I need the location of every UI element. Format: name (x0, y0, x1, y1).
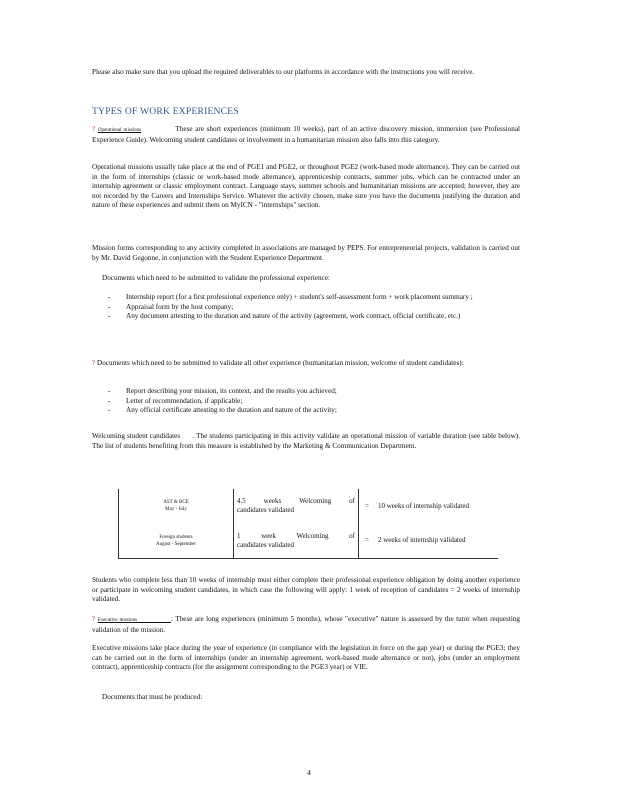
executive-label: Executive missions (97, 618, 138, 623)
bullet-marker: ? (92, 125, 96, 133)
docs-list (108, 293, 520, 322)
table-cell-event (119, 523, 234, 559)
duration-word: weeks (263, 497, 282, 505)
bullet-marker: ? (92, 359, 96, 367)
operational-label: Operational missions (97, 128, 142, 133)
other-docs-title-text: Documents which need to be submitted to validate all other experience (humanitarian mission, welcome of student candidates): (97, 359, 464, 367)
other-docs-title (92, 359, 520, 369)
operational-paragraph: Operational missions usually take place at the end of PGE1 and PGE2, or throughout PGE2 (work-based mode alternance). They can be carried out in the form of internships (classic or work-based mode alternance), apprenticeship contracts, summer jobs, which can be contracted under an internship agreement or classic employment contract. Language stays, summer schools and humanitarian missions are accepted; however, they are not recorded by the Careers and Internships Service. Whatever the activity chosen, make sure you have the documents justifying the duration and nature of these experiences and submit them on MyICN - "internships" section. (92, 163, 520, 210)
table-cell-eq: = (359, 489, 376, 523)
list-item: - Letter of recommendation, if applicable; (108, 397, 520, 407)
executive-lead: : These are long experiences (minimum 5 months), whose "executive" nature is assessed by the tutor when requesting validation of the mission. (92, 615, 521, 634)
executive-paragraph: Executive missions take place during the year of experience (in compliance with the legislation in force on the gap year) or during the PGE3; they can be carried out in the form of internships (under an internship agreement, work-based mode alternance or not), jobs (under an employment contract), apprenticeship contracts (for the assignment corresponding to the PGE3 year) or VIE. (92, 644, 520, 672)
table-cell-duration (234, 523, 359, 559)
welcoming-label: Welcoming student candidates (92, 432, 181, 440)
duration-word: of (349, 531, 355, 540)
table-cell-result: 10 weeks of internship validated (378, 501, 469, 510)
duration-line: candidates validated (237, 506, 294, 514)
section-heading: TYPES OF WORK EXPERIENCES (92, 106, 239, 117)
other-docs-list (108, 387, 520, 416)
table-cell-duration (234, 489, 359, 523)
operational-intro (92, 125, 520, 145)
docs-title: Documents which need to be submitted to validate the professional experience: (102, 274, 330, 282)
list-item: - Internship report (for a first professional experience only) + student's self-assessment form + work placement summary ; (108, 293, 520, 303)
mission-forms-paragraph: Mission forms corresponding to any activity completed in associations are managed by PEPS. For entrepreneurial projects, validation is carried out by Mr. David Gegonne, in conjunction with the Student Experience Department. (92, 244, 520, 262)
duration-word: 4.5 (237, 497, 246, 505)
table-cell-result: 2 weeks of internship validated (375, 523, 498, 559)
bullet-marker: ? (92, 615, 96, 623)
after-table-paragraph: Students who complete less than 10 weeks of internship must either complete their professional experience obligation by doing another experience or participate in welcoming student candidates, in which case the following will apply: 1 week of reception of candidates = 2 weeks of internship validated. (92, 576, 520, 604)
duration-word: Welcoming (299, 497, 332, 505)
duration-word: of (349, 497, 355, 505)
list-item: - Any official certificate attesting to the duration and nature of the activity; (108, 406, 520, 416)
table-cell-event (119, 489, 234, 523)
table-row (119, 523, 499, 559)
table-row (119, 489, 499, 523)
duration-line: candidates validated (237, 540, 294, 549)
event-period: August - September (156, 541, 196, 547)
event-name: Foreign students (159, 534, 193, 540)
operational-lead: These are short experiences (minimum 10 weeks), part of an active discovery mission, immersion (see Professional Experience Guide). Welcoming student candidates or involvement in a humanitarian mission also falls into this category. (92, 125, 521, 144)
executive-docs-title: Documents that must be produced: (102, 693, 203, 701)
list-item: - Any document attesting to the duration and nature of the activity (agreement, work contract, official certificate, etc.) (108, 312, 520, 322)
event-period: May - July (165, 507, 187, 512)
table-cell-eq: = (359, 523, 376, 559)
welcoming-text: . The students participating in this activity validate an operational mission of variable duration (see table below). The list of students benefiting from this measure is established by the Marketing & Communication Department. (92, 432, 520, 450)
list-item: - Appraisal form by the host company; (108, 303, 520, 313)
welcoming-paragraph (92, 432, 520, 451)
duration-word: week (261, 531, 276, 540)
duration-word: 1 (237, 531, 241, 540)
duration-line (237, 497, 355, 506)
executive-intro (92, 615, 520, 635)
duration-line (237, 532, 355, 541)
page-number: 4 (307, 768, 311, 777)
event-name: AST & BCE (163, 500, 189, 505)
duration-word: Welcoming (296, 531, 329, 540)
validation-table (118, 489, 498, 559)
list-item: - Report describing your mission, its context, and the results you achieved; (108, 387, 520, 397)
intro-paragraph: Please also make sure that you upload the required deliverables to our platforms in accordance with the instructions you will receive. (92, 68, 475, 76)
